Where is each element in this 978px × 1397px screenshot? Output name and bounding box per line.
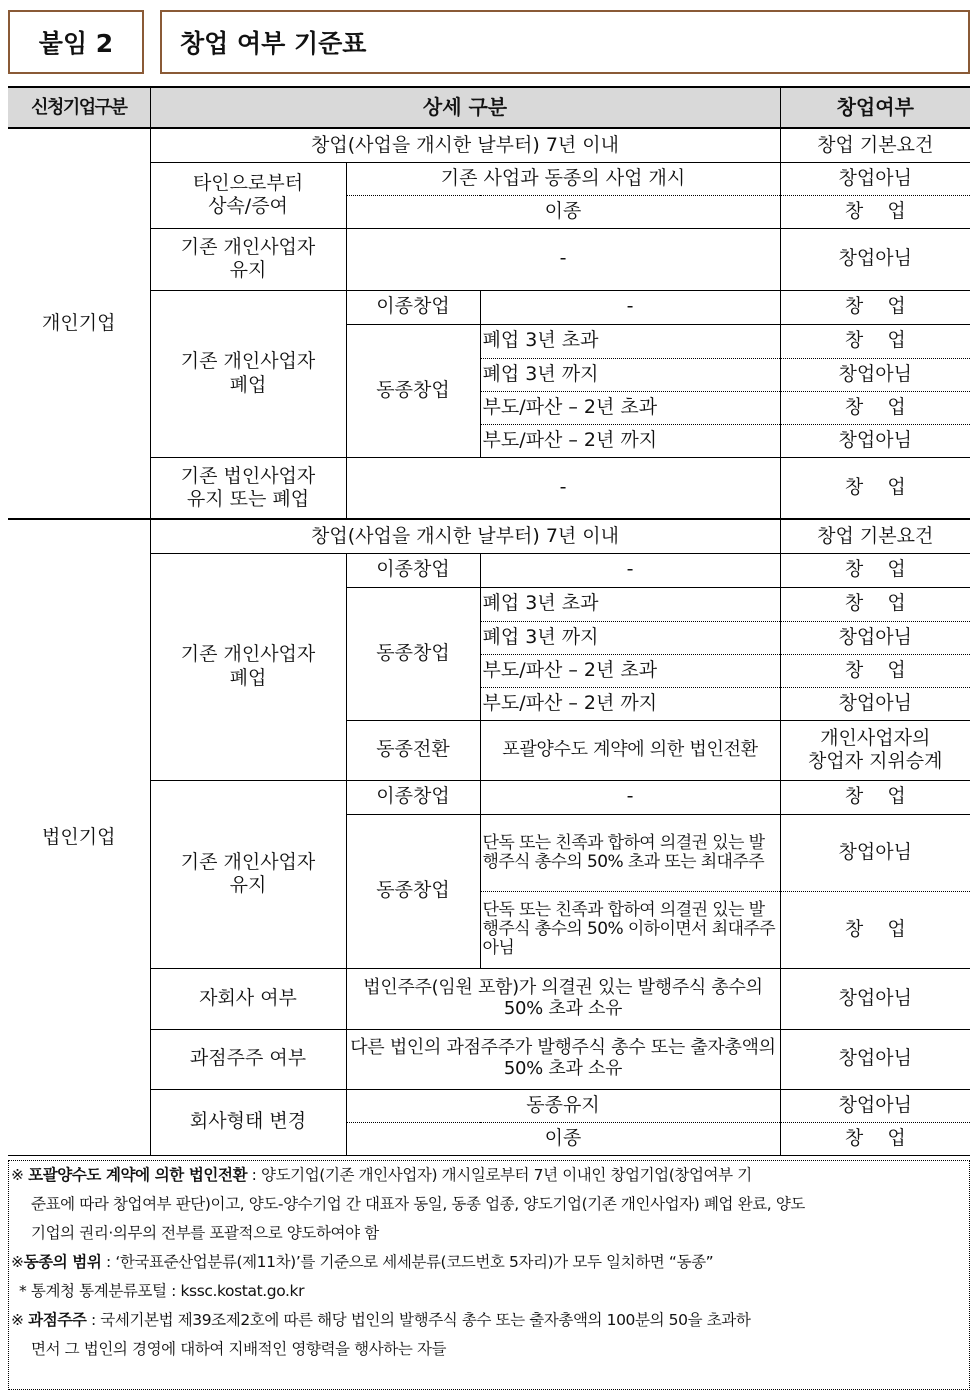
detail-cell: 창업(사업을 개시한 날부터) 7년 이내 xyxy=(150,519,780,553)
type-cell: 동종창업 xyxy=(346,814,480,968)
subcategory-cell: 자회사 여부 xyxy=(150,968,346,1029)
header-detail: 상세 구분 xyxy=(150,87,780,128)
type-cell: 이종창업 xyxy=(346,290,480,324)
detail-cell: - xyxy=(346,228,780,290)
header-result: 창업여부 xyxy=(780,87,970,128)
category-corporate: 법인기업 xyxy=(8,519,150,1155)
subcategory-cell: 기존 법인사업자 유지 또는 폐업 xyxy=(150,457,346,519)
note-text: * 통계청 통계분류포털 : kssc.kostat.go.kr xyxy=(19,1282,305,1300)
note-text: : 국세기본법 제39조제2호에 따른 해당 법인의 발행주식 총수 또는 출자총액의 100분의 50을 초과하 xyxy=(86,1311,751,1329)
result-cell: 창업아님 xyxy=(780,814,970,891)
result-cell: 창업아님 xyxy=(780,162,970,195)
result-cell: 창업아님 xyxy=(780,1029,970,1089)
note-conversion xyxy=(11,1161,967,1248)
result-cell: 창 업 xyxy=(780,780,970,814)
table-row xyxy=(8,519,970,553)
type-cell: 동종창업 xyxy=(346,324,480,457)
result-cell: 창 업 xyxy=(780,195,970,228)
subcategory-cell: 기존 개인사업자 유지 xyxy=(150,780,346,968)
result-cell: 창 업 xyxy=(780,457,970,519)
note-same-scope xyxy=(11,1248,967,1277)
table-row xyxy=(8,1029,970,1089)
result-cell: 창업 기본요건 xyxy=(780,519,970,553)
detail-cell: 부도/파산 – 2년 초과 xyxy=(480,654,780,687)
result-cell: 창업아님 xyxy=(780,358,970,391)
detail-cell: 창업(사업을 개시한 날부터) 7년 이내 xyxy=(150,128,780,162)
detail-cell: 법인주주(임원 포함)가 의결권 있는 발행주식 총수의 50% 초과 소유 xyxy=(346,968,780,1029)
detail-cell: 단독 또는 친족과 합하여 의결권 있는 발행주식 총수의 50% 이하이면서 최대주주 아님 xyxy=(480,891,780,968)
note-text: 면서 그 법인의 경영에 대하여 지배적인 영향력을 행사하는 자들 xyxy=(31,1340,447,1358)
table-row xyxy=(8,457,970,519)
detail-cell: 단독 또는 친족과 합하여 의결권 있는 발행주식 총수의 50% 초과 또는 최대주주 xyxy=(480,814,780,891)
subcategory-cell: 기존 개인사업자 유지 xyxy=(150,228,346,290)
attachment-tag-label: 붙임 2 xyxy=(38,29,114,58)
result-cell: 창업아님 xyxy=(780,687,970,720)
subcategory-cell: 과점주주 여부 xyxy=(150,1029,346,1089)
page-title xyxy=(160,10,970,74)
note-text: : 양도기업(기존 개인사업자) 개시일로부터 7년 이내인 창업기업(창업여부 기 xyxy=(247,1166,752,1184)
type-cell: 동종창업 xyxy=(346,587,480,720)
reference-mark-icon: ※ xyxy=(11,1253,24,1271)
result-cell: 창 업 xyxy=(780,587,970,621)
attachment-tag xyxy=(8,10,144,74)
detail-cell: - xyxy=(480,780,780,814)
table-row xyxy=(8,162,970,195)
detail-cell: 다른 법인의 과점주주가 발행주식 총수 또는 출자총액의 50% 초과 소유 xyxy=(346,1029,780,1089)
result-cell: 창 업 xyxy=(780,391,970,424)
table-header-row xyxy=(8,87,970,128)
detail-cell: 이종 xyxy=(346,1122,780,1155)
result-cell: 창업 기본요건 xyxy=(780,128,970,162)
detail-cell: - xyxy=(480,553,780,587)
detail-cell: 폐업 3년 초과 xyxy=(480,324,780,358)
result-cell: 창 업 xyxy=(780,290,970,324)
note-text: 기업의 권리·의무의 전부를 포괄적으로 양도하여야 함 xyxy=(31,1224,379,1242)
subcategory-cell: 기존 개인사업자 폐업 xyxy=(150,553,346,780)
result-cell: 개인사업자의 창업자 지위승계 xyxy=(780,720,970,780)
note-term: 포괄양수도 계약에 의한 법인전환 xyxy=(28,1166,248,1184)
detail-cell: 포괄양수도 계약에 의한 법인전환 xyxy=(480,720,780,780)
table-row xyxy=(8,780,970,814)
type-cell: 동종전환 xyxy=(346,720,480,780)
note-text: 준표에 따라 창업여부 판단)이고, 양도-양수기업 간 대표자 동일, 동종 업종, 양도기업(기존 개인사업자) 폐업 완료, 양도 xyxy=(31,1195,805,1213)
subcategory-cell: 기존 개인사업자 폐업 xyxy=(150,290,346,457)
page-title-text: 창업 여부 기준표 xyxy=(180,29,367,58)
reference-mark-icon: ※ xyxy=(11,1166,24,1184)
table-row xyxy=(8,1089,970,1122)
criteria-table xyxy=(8,86,970,1156)
note-term: 동종의 범위 xyxy=(23,1253,102,1271)
detail-cell: - xyxy=(346,457,780,519)
type-cell: 이종창업 xyxy=(346,780,480,814)
note-portal xyxy=(11,1277,967,1306)
result-cell: 창 업 xyxy=(780,324,970,358)
table-row xyxy=(8,968,970,1029)
detail-cell: 폐업 3년 까지 xyxy=(480,358,780,391)
header-applicant-type: 신청기업구분 xyxy=(8,87,150,128)
type-cell: 이종창업 xyxy=(346,553,480,587)
result-cell: 창 업 xyxy=(780,553,970,587)
table-row xyxy=(8,290,970,324)
reference-mark-icon: ※ xyxy=(11,1311,24,1329)
subcategory-cell: 회사형태 변경 xyxy=(150,1089,346,1155)
note-oligopoly xyxy=(11,1306,967,1364)
detail-cell: - xyxy=(480,290,780,324)
result-cell: 창업아님 xyxy=(780,228,970,290)
detail-cell: 기존 사업과 동종의 사업 개시 xyxy=(346,162,780,195)
note-text: : ‘한국표준산업분류(제11차)’를 기준으로 세세분류(코드번호 5자리)가 모두 일치하면 “동종” xyxy=(101,1253,714,1271)
subcategory-cell: 타인으로부터 상속/증여 xyxy=(150,162,346,228)
note-term: 과점주주 xyxy=(28,1311,87,1329)
result-cell: 창 업 xyxy=(780,654,970,687)
result-cell: 창업아님 xyxy=(780,424,970,457)
result-cell: 창 업 xyxy=(780,891,970,968)
table-row xyxy=(8,228,970,290)
detail-cell: 부도/파산 – 2년 초과 xyxy=(480,391,780,424)
result-cell: 창업아님 xyxy=(780,1089,970,1122)
result-cell: 창업아님 xyxy=(780,621,970,654)
detail-cell: 이종 xyxy=(346,195,780,228)
category-individual: 개인기업 xyxy=(8,128,150,519)
detail-cell: 폐업 3년 까지 xyxy=(480,621,780,654)
detail-cell: 동종유지 xyxy=(346,1089,780,1122)
result-cell: 창 업 xyxy=(780,1122,970,1155)
notes-box xyxy=(8,1160,970,1390)
detail-cell: 폐업 3년 초과 xyxy=(480,587,780,621)
detail-cell: 부도/파산 – 2년 까지 xyxy=(480,687,780,720)
detail-cell: 부도/파산 – 2년 까지 xyxy=(480,424,780,457)
result-cell: 창업아님 xyxy=(780,968,970,1029)
table-row xyxy=(8,128,970,162)
table-row xyxy=(8,553,970,587)
